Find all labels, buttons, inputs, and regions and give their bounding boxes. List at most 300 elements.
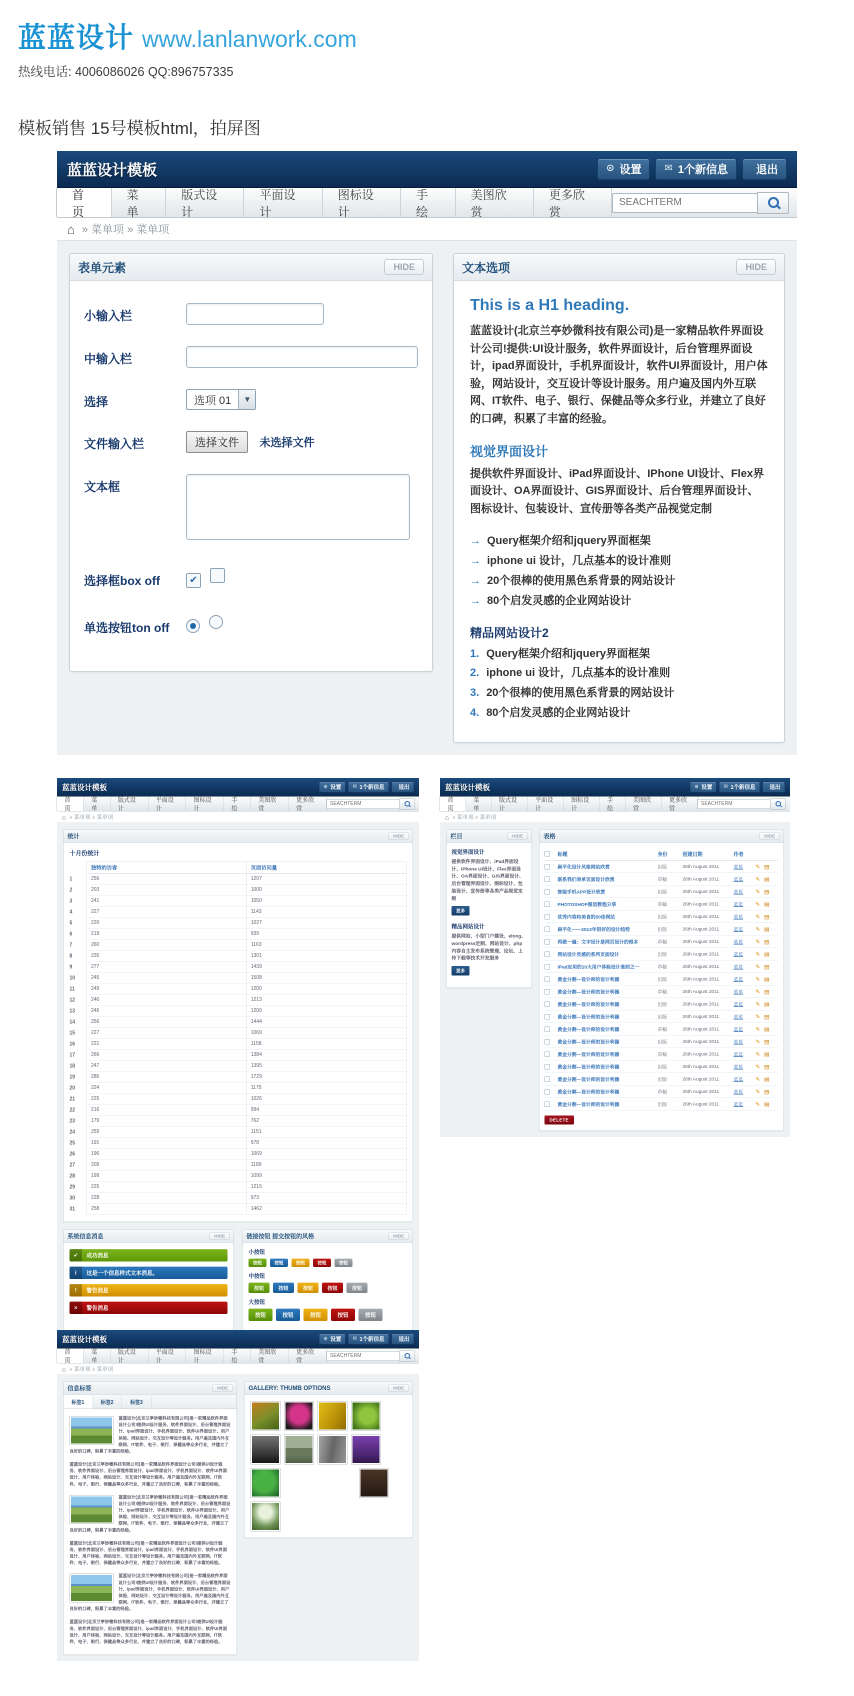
delete-icon[interactable]: ▤ (764, 900, 770, 907)
table-row (545, 960, 779, 973)
sidebar-section-visual (452, 848, 527, 916)
large-button[interactable]: 按钮 (249, 1308, 273, 1321)
post-author-link[interactable]: 蓝蓝 (733, 901, 744, 908)
medium-button[interactable]: 按钮 (249, 1282, 270, 1293)
post-author-link[interactable]: 蓝蓝 (733, 914, 744, 920)
post-author-link[interactable]: 蓝蓝 (733, 989, 744, 995)
row-checkbox[interactable] (545, 1013, 551, 1019)
search-button[interactable] (399, 1350, 415, 1361)
hide-button[interactable]: HIDE (760, 832, 780, 840)
small-input[interactable] (186, 303, 324, 325)
col-author[interactable]: 作者 (733, 851, 744, 857)
medium-button[interactable]: 按钮 (322, 1282, 343, 1293)
post-title-link[interactable]: 黄金分割—设计师的设计利器 (557, 1089, 620, 1095)
stats-row (70, 972, 407, 983)
stats-row (70, 1203, 407, 1214)
row-checkbox[interactable] (545, 1001, 551, 1007)
row-checkbox[interactable] (545, 901, 551, 907)
topbar-button[interactable]: 退出 (392, 1333, 415, 1344)
home-icon[interactable]: ⌂ (445, 812, 449, 821)
small-button[interactable]: 按钮 (335, 1258, 353, 1267)
breadcrumb (57, 218, 797, 241)
row-checkbox[interactable] (545, 976, 551, 982)
menu-item[interactable]: 手绘 (401, 188, 456, 217)
tab[interactable]: 标签3 (122, 1395, 151, 1409)
unique-visitors-value: 227 (87, 1027, 247, 1038)
search-button[interactable] (399, 798, 415, 809)
unique-visitors-value: 256 (87, 873, 247, 884)
select-dropdown[interactable] (186, 389, 256, 410)
gallery-thumbnail[interactable] (359, 1468, 389, 1498)
table-row (545, 998, 779, 1011)
gallery-thumbnail[interactable] (318, 1401, 348, 1431)
stats-row (70, 1148, 407, 1159)
checkbox-unchecked[interactable] (210, 568, 225, 583)
breadcrumb-text[interactable]: » 菜单项 » 菜单项 (81, 224, 170, 236)
radio-unselected[interactable] (209, 615, 223, 629)
app-brand: 蓝蓝设计模板 (62, 1334, 108, 1344)
post-author-link[interactable]: 蓝蓝 (733, 964, 744, 970)
gallery-thumbnail[interactable] (251, 1401, 281, 1431)
post-title-link[interactable]: PHOTOSHOP图层教程分享 (557, 901, 617, 908)
stats-row (70, 1170, 407, 1181)
textarea-field[interactable] (186, 474, 410, 540)
topbar-button[interactable]: ⊙ 设置 (319, 1333, 346, 1344)
post-title-link[interactable]: 扁平化设计风格网站欣赏 (557, 864, 610, 870)
menu-item[interactable]: 版式设计 (110, 1348, 148, 1363)
topbar-button[interactable]: ✉ 1个新信息 (348, 1333, 389, 1344)
topbar-button[interactable]: ⊙ 设置 (690, 781, 717, 792)
medium-button[interactable]: 按钮 (298, 1282, 319, 1293)
alert-text: 这是一个信息样式文本消息。 (86, 1269, 158, 1276)
page-views-value: 1213 (246, 994, 406, 1005)
topbar-button[interactable]: 退出 (763, 781, 786, 792)
row-index: 9 (69, 963, 73, 970)
post-date: 26th August 2011 (682, 950, 720, 957)
post-status: 草稿 (657, 939, 668, 945)
edit-icon[interactable]: ✎ (755, 988, 761, 995)
post-status: 出版 (657, 1014, 668, 1020)
search-button[interactable] (757, 192, 789, 214)
gallery-thumbnail[interactable] (284, 1434, 314, 1464)
post-title-link[interactable]: 黄金分割—设计师的设计利器 (557, 989, 620, 995)
row-index: 2 (69, 886, 73, 893)
more-button[interactable]: 更多 (452, 966, 470, 976)
hide-button[interactable]: HIDE (213, 1384, 233, 1392)
menu-item[interactable]: 更多欣赏 (534, 188, 612, 217)
row-checkbox[interactable] (545, 888, 551, 894)
post-title-link[interactable]: 优秀内容和美食的50佳网站 (557, 914, 616, 920)
article-thumbnail[interactable] (70, 1416, 114, 1445)
menu-item[interactable]: 首页 (57, 796, 84, 811)
large-button[interactable]: 按钮 (276, 1308, 300, 1321)
chevron-down-icon: ▼ (238, 390, 255, 409)
form-row-medium-input (84, 346, 418, 368)
row-checkbox[interactable] (545, 1076, 551, 1082)
logo (18, 16, 854, 56)
search-icon (775, 801, 781, 807)
unique-visitors-value: 225 (87, 1093, 247, 1104)
unique-visitors-value: 216 (87, 1104, 247, 1115)
row-index: 1 (69, 875, 73, 882)
menu-item[interactable]: 手绘 (600, 796, 626, 811)
menu-item[interactable]: 美图欣赏 (251, 796, 289, 811)
post-title-link[interactable]: 黄金分割—设计师的设计利器 (557, 976, 620, 983)
edit-icon[interactable]: ✎ (755, 1050, 761, 1057)
post-author-link[interactable]: 蓝蓝 (733, 1001, 744, 1008)
post-author-link[interactable]: 蓝蓝 (733, 926, 744, 933)
hide-button[interactable]: HIDE (736, 259, 776, 275)
menu-item[interactable]: 更多欣赏 (289, 1348, 327, 1363)
text-panel-title: 文本选项 (462, 260, 511, 275)
row-checkbox[interactable] (545, 1038, 551, 1044)
gallery-thumbnail[interactable] (284, 1401, 314, 1431)
delete-icon[interactable]: ▤ (764, 988, 770, 995)
small-button[interactable]: 按钮 (249, 1258, 267, 1267)
hide-button[interactable]: HIDE (384, 259, 424, 275)
delete-icon[interactable]: ▤ (764, 1000, 770, 1007)
post-title-link[interactable]: 黄金分割—设计师的设计利器 (557, 1051, 620, 1058)
tab[interactable]: 标签2 (93, 1395, 122, 1409)
menu-item[interactable]: 版式设计 (166, 188, 244, 217)
alert-text: 警告消息 (86, 1287, 109, 1294)
post-title-link[interactable]: 智能手机APP设计欣赏 (557, 889, 606, 895)
breadcrumb-text[interactable]: » 菜单项 » 菜单项 (452, 814, 497, 821)
edit-icon[interactable]: ✎ (755, 963, 761, 970)
gallery-thumbnail[interactable] (251, 1468, 281, 1498)
small-button[interactable]: 按钮 (270, 1258, 288, 1267)
hide-button[interactable]: HIDE (210, 1232, 230, 1240)
page-views-value: 1729 (246, 1071, 406, 1082)
post-date: 26th August 2011 (682, 875, 720, 882)
menu-item[interactable]: 美图欣赏 (625, 796, 661, 811)
topbar-button[interactable]: ⊙ 设置 (319, 781, 346, 792)
app-brand: 蓝蓝设计模板 (62, 782, 108, 792)
mini-screenshot-stats (57, 778, 419, 1318)
row-checkbox[interactable] (545, 913, 551, 919)
delete-icon[interactable]: ▤ (764, 1013, 770, 1020)
tab[interactable]: 标签1 (64, 1395, 93, 1409)
row-checkbox[interactable] (545, 951, 551, 957)
menu-item[interactable]: 美图欣赏 (456, 188, 534, 217)
edit-icon[interactable]: ✎ (755, 1100, 761, 1107)
post-author-link[interactable]: 蓝蓝 (733, 1064, 744, 1070)
form-row-radio (84, 615, 418, 636)
row-index: 19 (69, 1073, 76, 1080)
medium-button[interactable]: 按钮 (347, 1282, 368, 1293)
delete-icon[interactable]: ▤ (764, 1088, 770, 1095)
gallery-thumbnail[interactable] (318, 1434, 348, 1464)
unique-visitors-value: 258 (87, 1203, 247, 1214)
page-views-value: 1000 (246, 884, 406, 895)
stats-row (70, 873, 407, 884)
edit-icon[interactable]: ✎ (755, 1025, 761, 1032)
row-index: 10 (69, 974, 76, 981)
menu-item[interactable]: 更多欣赏 (289, 796, 327, 811)
menu-item[interactable]: 首页 (440, 796, 466, 811)
post-title-link[interactable]: 黄金分割—设计师的设计利器 (557, 1064, 620, 1070)
row-checkbox[interactable] (545, 938, 551, 944)
row-index: 21 (69, 1095, 76, 1102)
delete-icon[interactable]: ▤ (764, 1100, 770, 1107)
delete-icon[interactable]: ▤ (764, 938, 770, 945)
search-input[interactable] (698, 798, 771, 808)
file-input-label: 文件输入栏 (84, 437, 145, 451)
page-views-value: 1175 (246, 1082, 406, 1093)
post-date: 26th August 2011 (682, 1050, 720, 1057)
stats-row (70, 1016, 407, 1027)
row-checkbox[interactable] (545, 1063, 551, 1069)
menu-item[interactable]: 平面设计 (148, 796, 186, 811)
post-date: 26th August 2011 (682, 963, 720, 969)
unique-visitors-value: 241 (87, 895, 247, 906)
post-author-link[interactable]: 蓝蓝 (733, 1039, 744, 1045)
post-title-link[interactable]: 黄金分割—设计师的设计利器 (557, 1001, 620, 1008)
menu-item[interactable]: 首页 (56, 188, 112, 217)
post-author-link[interactable]: 蓝蓝 (733, 1051, 744, 1058)
article-text: 蓝蓝设计(北京兰亭妙微科技有限公司)是一家精品软件界面设计公司!提供UI设计服务、软件界面设计、后台管理界面设计、ipad界面设计、手机界面设计、软件UI界面设计、用户体验、网站设计、交互设计等设计服务。用户遍及国内外互联网、IT软件、电子、银行、保健品等众多行业，并建立了良好的口碑，积累了丰富的经验。 (69, 1572, 231, 1611)
row-checkbox[interactable] (545, 1051, 551, 1057)
gallery-thumbnail[interactable] (351, 1401, 381, 1431)
small-buttons-group (249, 1248, 407, 1267)
search-input[interactable] (612, 193, 757, 213)
more-button[interactable]: 更多 (452, 906, 470, 916)
edit-icon[interactable]: ✎ (755, 1088, 761, 1095)
large-button[interactable]: 按钮 (331, 1308, 355, 1321)
mini-screenshot-gallery (57, 1330, 419, 1682)
row-checkbox[interactable] (545, 988, 551, 994)
edit-icon[interactable]: ✎ (755, 950, 761, 957)
page-title: 模板销售 15号模板html，拍屏图 (18, 119, 261, 138)
post-author-link[interactable]: 蓝蓝 (733, 1101, 744, 1108)
edit-icon[interactable]: ✎ (755, 1063, 761, 1070)
delete-button[interactable]: DELETE (545, 1115, 574, 1124)
tabs-panel-title: 信息标签 (67, 1384, 92, 1392)
article-thumbnail[interactable] (70, 1573, 114, 1602)
radio-selected[interactable] (186, 619, 200, 633)
post-author-link[interactable]: 蓝蓝 (733, 1089, 744, 1095)
post-author-link[interactable]: 蓝蓝 (733, 951, 744, 958)
large-button[interactable]: 按钮 (304, 1308, 328, 1321)
delete-icon[interactable]: ▤ (764, 975, 770, 982)
edit-icon[interactable]: ✎ (755, 938, 761, 945)
app-menubar (57, 188, 797, 218)
small-button[interactable]: 按钮 (292, 1258, 310, 1267)
small-button[interactable]: 按钮 (313, 1258, 331, 1267)
row-checkbox[interactable] (545, 1026, 551, 1032)
menu-item[interactable]: 更多欣赏 (661, 796, 697, 811)
edit-icon[interactable]: ✎ (755, 1013, 761, 1020)
row-index: 24 (69, 1128, 76, 1135)
table-row (545, 885, 779, 898)
menu-item[interactable]: 菜单 (466, 796, 492, 811)
menu-item[interactable]: 菜单 (84, 1348, 111, 1363)
delete-icon[interactable]: ▤ (764, 1075, 770, 1082)
post-author-link[interactable]: 蓝蓝 (733, 976, 744, 983)
delete-icon[interactable]: ▤ (764, 863, 770, 870)
form-panel-header (70, 254, 432, 281)
post-title-link[interactable]: 联系我们表单页面设计欣赏 (557, 876, 615, 883)
post-title-link[interactable]: 再做一遍：文字设计是网页设计的根本 (557, 939, 639, 945)
menu-item[interactable]: 版式设计 (110, 796, 148, 811)
post-author-link[interactable]: 蓝蓝 (733, 864, 744, 870)
home-icon[interactable]: ⌂ (62, 1364, 66, 1373)
menu-item[interactable]: 版式设计 (492, 796, 528, 811)
gallery-thumbnail[interactable] (251, 1434, 281, 1464)
section-heading: 视觉界面设计 (451, 849, 485, 856)
col-status[interactable]: 身份 (657, 851, 668, 857)
stats-row (70, 939, 407, 950)
menu-item[interactable]: 图标设计 (186, 1348, 224, 1363)
delete-icon[interactable]: ▤ (764, 925, 770, 932)
unique-visitors-value: 266 (87, 1049, 247, 1060)
search-input[interactable] (327, 798, 400, 808)
menu-item[interactable]: 平面设计 (244, 188, 322, 217)
page-views-value: 1395 (246, 1060, 406, 1071)
delete-icon[interactable]: ▤ (764, 875, 770, 882)
row-index: 16 (69, 1040, 76, 1047)
article-item (70, 1572, 231, 1612)
delete-icon[interactable]: ▤ (764, 1063, 770, 1070)
menu-item[interactable]: 图标设计 (323, 188, 401, 217)
hide-button[interactable]: HIDE (389, 1384, 409, 1392)
menu-item[interactable]: 菜单 (112, 188, 167, 217)
home-icon[interactable]: ⌂ (62, 812, 66, 821)
post-title-link[interactable]: 黄金分割—设计师的设计利器 (557, 1039, 620, 1045)
app-brand: 蓝蓝设计模板 (67, 161, 158, 179)
search-button[interactable] (770, 798, 786, 809)
row-checkbox[interactable] (545, 863, 551, 869)
large-button[interactable]: 按钮 (359, 1308, 383, 1321)
row-checkbox[interactable] (545, 926, 551, 932)
select-all-checkbox[interactable] (545, 850, 551, 856)
edit-icon[interactable]: ✎ (755, 1075, 761, 1082)
gallery-thumbnail[interactable] (351, 1434, 381, 1464)
edit-icon[interactable]: ✎ (755, 875, 761, 882)
system-messages-panel (63, 1229, 234, 1332)
page-views-value: 1384 (246, 1049, 406, 1060)
col-unique-visitors[interactable]: 独特的访客 (87, 861, 247, 873)
menu-item[interactable]: 手绘 (224, 796, 251, 811)
post-author-link[interactable]: 蓝蓝 (733, 889, 744, 895)
menu-item[interactable]: 手绘 (224, 1348, 251, 1363)
gallery-thumbnail[interactable] (251, 1501, 281, 1531)
topbar-button[interactable] (655, 158, 737, 180)
delete-icon[interactable]: ▤ (764, 913, 770, 920)
topbar-button[interactable] (742, 158, 787, 180)
delete-icon[interactable]: ▤ (764, 1038, 770, 1045)
col-page-views[interactable]: 页面访问量 (246, 861, 406, 873)
topbar-button[interactable] (597, 158, 650, 180)
menu-item[interactable]: 平面设计 (528, 796, 564, 811)
page-views-value: 1069 (246, 1148, 406, 1159)
post-title-link[interactable]: 黄金分割—设计师的设计利器 (557, 1014, 620, 1020)
menu-item[interactable]: 平面设计 (148, 1348, 186, 1363)
post-title-link[interactable]: 黄金分割—设计师的设计利器 (557, 1076, 620, 1083)
choose-file-button[interactable]: 选择文件 (186, 431, 248, 453)
row-checkbox[interactable] (545, 1088, 551, 1094)
alert-text: 警告消息 (86, 1304, 109, 1311)
post-date: 26th August 2011 (682, 900, 720, 907)
col-title[interactable]: 标题 (557, 851, 568, 857)
topbar-button[interactable]: ✉ 1个新信息 (348, 781, 389, 792)
row-index: 8 (69, 952, 73, 959)
hide-button[interactable]: HIDE (389, 1232, 409, 1240)
unique-visitors-value: 227 (87, 906, 247, 917)
search-input[interactable] (327, 1350, 400, 1360)
edit-icon[interactable]: ✎ (755, 1000, 761, 1007)
hide-button[interactable]: HIDE (389, 832, 409, 840)
post-author-link[interactable]: 蓝蓝 (733, 1014, 744, 1020)
article-thumbnail[interactable] (70, 1495, 114, 1524)
logo-url-text: www.lanlanwork.com (142, 26, 357, 52)
home-icon[interactable]: ⌂ (67, 221, 75, 237)
group-label: 大按钮 (248, 1299, 265, 1306)
hide-button[interactable]: HIDE (508, 832, 528, 840)
delete-icon[interactable]: ▤ (764, 1050, 770, 1057)
delete-icon[interactable]: ▤ (764, 950, 770, 957)
row-checkbox[interactable] (545, 963, 551, 969)
post-title-link[interactable]: 网站设计灵感的系列页面设计 (557, 951, 620, 958)
post-author-link[interactable]: 蓝蓝 (733, 1026, 744, 1033)
edit-icon[interactable]: ✎ (755, 913, 761, 920)
menu-item[interactable]: 菜单 (84, 796, 111, 811)
edit-icon[interactable]: ✎ (755, 975, 761, 982)
unique-visitors-value: 260 (87, 939, 247, 950)
unique-visitors-value: 228 (87, 1192, 247, 1203)
edit-icon[interactable]: ✎ (755, 888, 761, 895)
edit-icon[interactable]: ✎ (755, 925, 761, 932)
delete-icon[interactable]: ▤ (764, 888, 770, 895)
topbar-button[interactable]: 退出 (392, 781, 415, 792)
row-index: 23 (69, 1117, 76, 1124)
menu-item[interactable]: 美图欣赏 (251, 1348, 289, 1363)
edit-icon[interactable]: ✎ (755, 1038, 761, 1045)
medium-button[interactable]: 按钮 (273, 1282, 294, 1293)
row-index: 12 (69, 996, 76, 1003)
topbar-button[interactable]: ✉ 1个新信息 (719, 781, 760, 792)
breadcrumb-text[interactable]: » 菜单项 » 菜单项 (69, 1366, 114, 1373)
edit-icon[interactable]: ✎ (755, 863, 761, 870)
page-views-value: 1050 (246, 895, 406, 906)
delete-icon[interactable]: ▤ (764, 1025, 770, 1032)
row-index: 5 (69, 919, 73, 926)
menu-item[interactable]: 首页 (57, 1348, 84, 1363)
bullet-item: → 20个很棒的使用黑色系背景的网站设计 (470, 574, 676, 587)
medium-input[interactable] (186, 346, 418, 368)
unique-visitors-value: 209 (87, 1159, 247, 1170)
post-title-link[interactable]: iPad应用的10大用户体验设计准则之一 (557, 964, 640, 970)
edit-icon[interactable]: ✎ (755, 900, 761, 907)
col-date[interactable]: 创建日期 (682, 851, 703, 857)
breadcrumb-text[interactable]: » 菜单项 » 菜单项 (69, 814, 114, 821)
post-author-link[interactable]: 蓝蓝 (733, 1076, 744, 1083)
post-author-link[interactable]: 蓝蓝 (733, 939, 744, 945)
row-checkbox[interactable] (545, 876, 551, 882)
checkbox-checked[interactable]: ✔ (186, 573, 201, 588)
row-checkbox[interactable] (545, 1101, 551, 1107)
services-paragraph: 提供软件界面设计、iPad界面设计、IPhone UI设计、Flex界面设计、OA界面设计、GIS界面设计、后台管理界面设计、图标设计、包装设计、宣传册等各类产品视觉定制 (470, 467, 764, 515)
table-row (545, 973, 779, 986)
post-title-link[interactable]: 扁平化——2013年很好的设计趋势 (557, 926, 630, 933)
menu-item[interactable]: 图标设计 (564, 796, 600, 811)
post-title-link[interactable]: 黄金分割—设计师的设计利器 (557, 1101, 620, 1108)
post-author-link[interactable]: 蓝蓝 (733, 876, 744, 883)
post-title-link[interactable]: 黄金分割—设计师的设计利器 (557, 1026, 620, 1033)
menu-item[interactable]: 图标设计 (186, 796, 224, 811)
row-index: 28 (69, 1172, 76, 1179)
delete-icon[interactable]: ▤ (764, 963, 770, 970)
